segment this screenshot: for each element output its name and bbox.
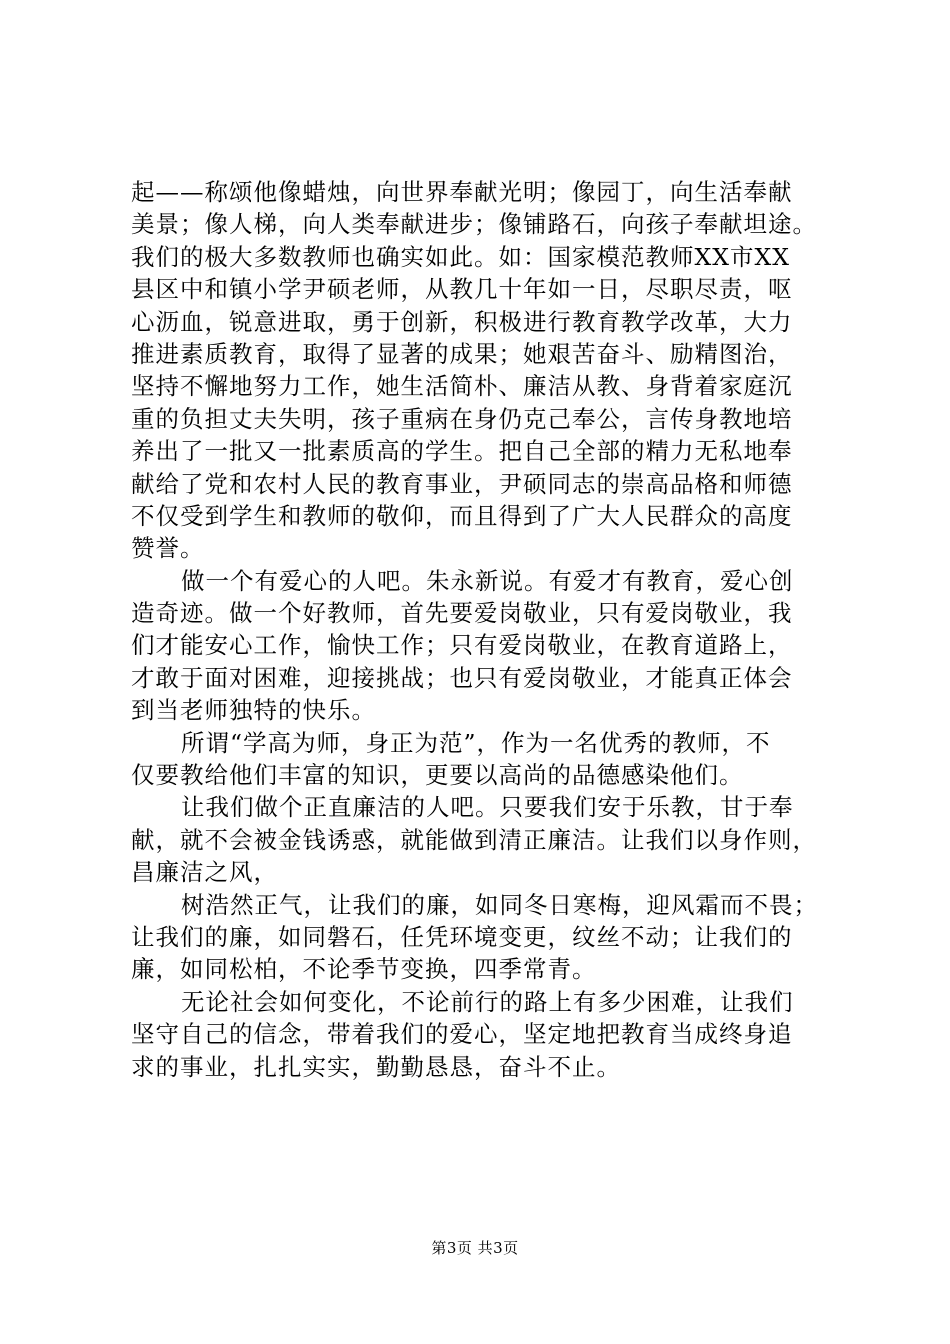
- text-line: 廉，如同松柏，不论季节变换，四季常青。: [131, 955, 597, 984]
- text-line: 造奇迹。做一个好教师，首先要爱岗敬业，只有爱岗敬业，我: [131, 599, 793, 628]
- paragraph-start-line: 无论社会如何变化，不论前行的路上有多少困难，让我们: [181, 987, 794, 1016]
- text-line: 献，就不会被金钱诱惑，就能做到清正廉洁。让我们以身作则，: [131, 825, 817, 854]
- text-line: 重的负担丈夫失明，孩子重病在身仍克己奉公，言传身教地培: [131, 404, 793, 433]
- paragraph-start-line: 树浩然正气，让我们的廉，如同冬日寒梅，迎风霜而不畏；: [181, 890, 818, 919]
- text-line: 献给了党和农村人民的教育事业，尹硕同志的崇高品格和师德: [131, 469, 793, 498]
- text-line: 美景；像人梯，向人类奉献进步；像铺路石，向孩子奉献坦途。: [131, 210, 817, 239]
- text-line: 让我们的廉，如同磐石，任凭环境变更，纹丝不动；让我们的: [131, 922, 793, 951]
- text-line: 们才能安心工作，愉快工作；只有爱岗敬业，在教育道路上，: [131, 631, 793, 660]
- paragraph-start-line: 所谓“学高为师，身正为范”，作为一名优秀的教师，不: [181, 728, 771, 757]
- text-line: 才敢于面对困难，迎接挑战；也只有爱岗敬业，才能真正体会: [131, 663, 793, 692]
- paragraph-start-line: 做一个有爱心的人吧。朱永新说。有爱才有教育，爱心创: [181, 566, 794, 595]
- text-line: 赞誉。: [131, 534, 205, 563]
- text-line: 仅要教给他们丰富的知识，更要以高尚的品德感染他们。: [131, 761, 744, 790]
- page-number-footer: 第3页 共3页: [431, 1239, 519, 1257]
- text-line: 昌廉洁之风，: [131, 858, 278, 887]
- text-line: 坚守自己的信念，带着我们的爱心，坚定地把教育当成终身追: [131, 1020, 793, 1049]
- paragraph-start-line: 让我们做个正直廉洁的人吧。只要我们安于乐教，甘于奉: [181, 793, 794, 822]
- text-line: 坚持不懈地努力工作，她生活简朴、廉洁从教、身背着家庭沉: [131, 372, 793, 401]
- text-line: 我们的极大多数教师也确实如此。如：国家模范教师XX市XX: [131, 242, 790, 271]
- document-body: [131, 176, 831, 1083]
- text-line: 求的事业，扎扎实实，勤勤恳恳，奋斗不止。: [131, 1052, 621, 1081]
- text-line: 不仅受到学生和教师的敬仰，而且得到了广大人民群众的高度: [131, 501, 793, 530]
- text-line: 推进素质教育，取得了显著的成果；她艰苦奋斗、励精图治，: [131, 339, 793, 368]
- text-line: 县区中和镇小学尹硕老师，从教几十年如一日，尽职尽责，呕: [131, 275, 793, 304]
- text-line: 到当老师独特的快乐。: [131, 696, 376, 725]
- text-line: 心沥血，锐意进取，勇于创新，积极进行教育教学改革，大力: [131, 307, 793, 336]
- text-line: 起——称颂他像蜡烛，向世界奉献光明；像园丁，向生活奉献: [131, 178, 793, 206]
- text-line: 养出了一批又一批素质高的学生。把自己全部的精力无私地奉: [131, 437, 793, 466]
